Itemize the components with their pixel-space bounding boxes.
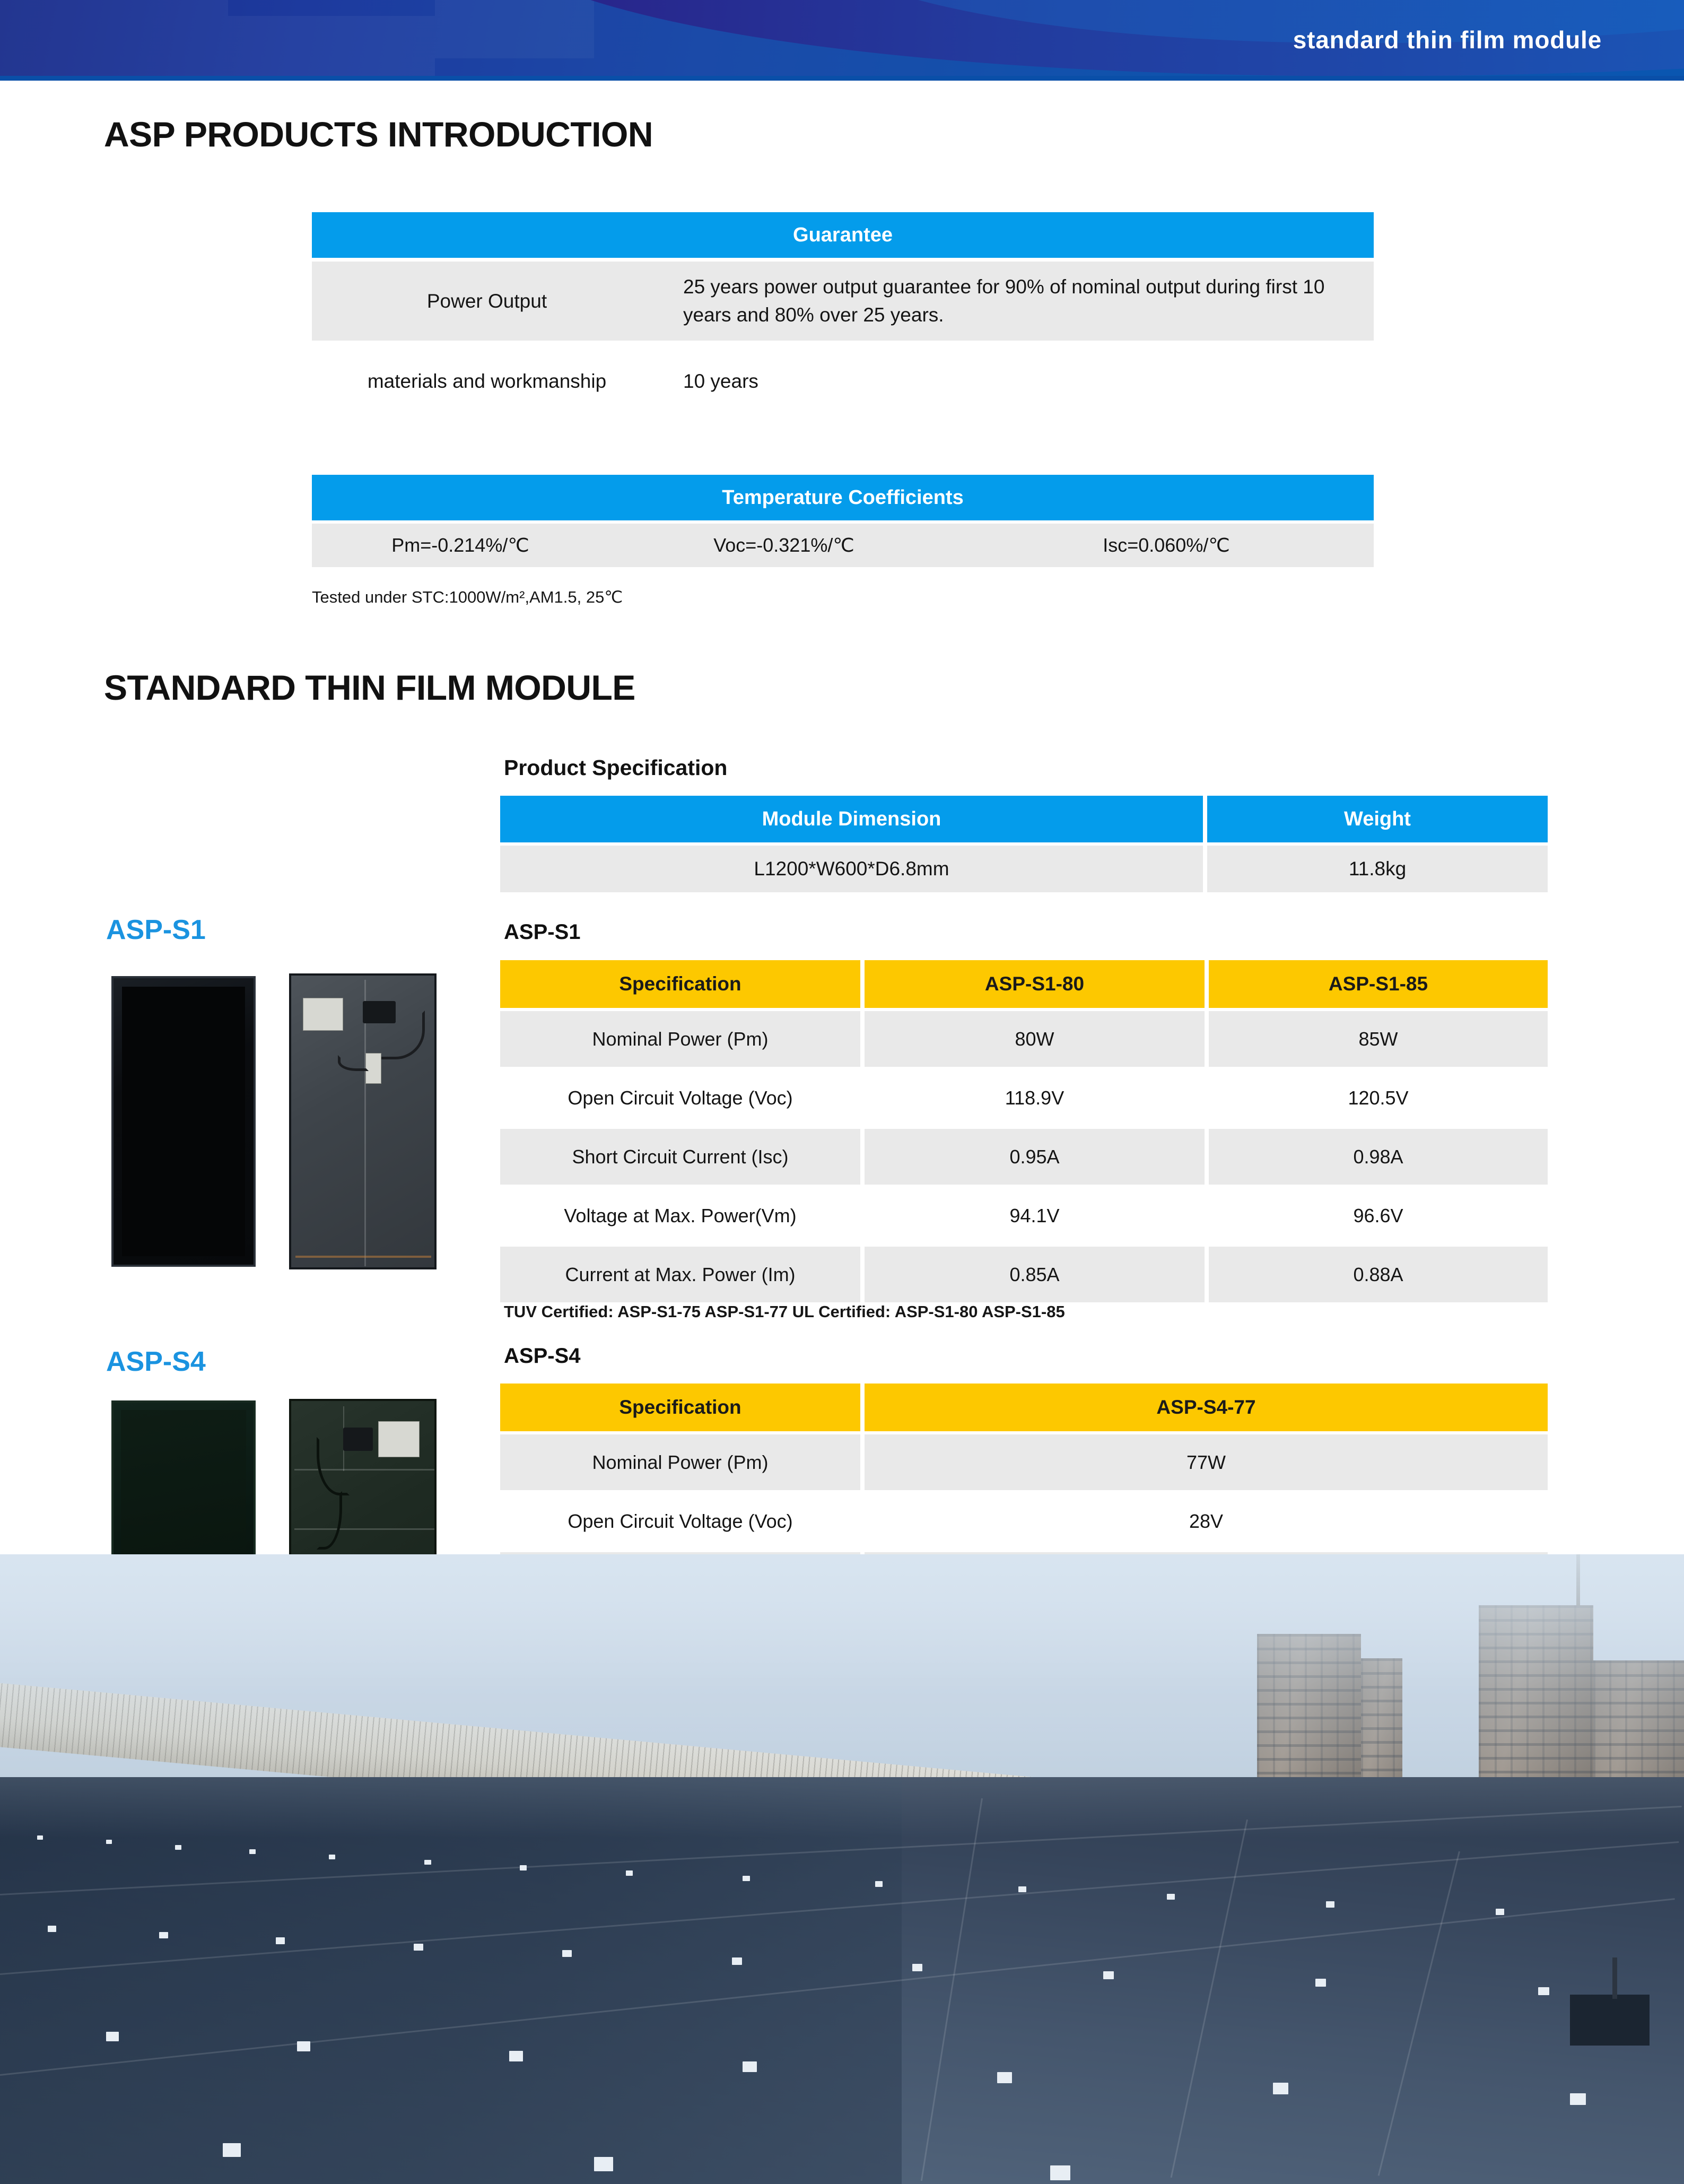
column-gap (860, 1384, 865, 1431)
s1-spec-current-at-max-power: Current at Max. Power (Im) (500, 1247, 860, 1302)
column-gap (860, 1434, 865, 1490)
column-gap (1203, 846, 1207, 892)
s1-header-row (500, 960, 1548, 1008)
s4-spec-nominal-power: Nominal Power (Pm) (500, 1434, 860, 1490)
prodspec-header-row (500, 796, 1548, 842)
column-gap (1205, 1070, 1209, 1126)
panel-cable-2 (317, 1491, 342, 1550)
temp-coeff-pm: Pm=-0.214%/℃ (312, 524, 609, 567)
column-gap (1205, 1188, 1209, 1243)
s1-80-nominal-power: 80W (865, 1011, 1205, 1067)
banner-bottom-rule (0, 76, 1684, 81)
s4-77-open-circuit-voltage: 28V (865, 1493, 1548, 1549)
table-row (500, 1070, 1548, 1126)
page-title-intro: ASP PRODUCTS INTRODUCTION (104, 115, 653, 154)
s1-spec-nominal-power: Nominal Power (Pm) (500, 1011, 860, 1067)
temperature-header-cell: Temperature Coefficients (312, 475, 1374, 520)
prodspec-value-weight: 11.8kg (1207, 846, 1548, 892)
banner-block-1 (0, 0, 228, 81)
s4-header-row (500, 1384, 1548, 1431)
s4-77-nominal-power: 77W (865, 1434, 1548, 1490)
s1-80-current-at-max-power: 0.85A (865, 1247, 1205, 1302)
guarantee-label-materials: materials and workmanship (312, 344, 662, 419)
column-gap (860, 1247, 865, 1302)
s1-85-short-circuit-current: 0.98A (1209, 1129, 1548, 1185)
temperature-coefficients-table (312, 475, 1374, 567)
prodspec-header-weight: Weight (1207, 796, 1548, 842)
table-row (500, 1011, 1548, 1067)
s1-80-open-circuit-voltage: 118.9V (865, 1070, 1205, 1126)
table-row (500, 846, 1548, 892)
banner-title: standard thin film module (1293, 26, 1602, 54)
s1-85-nominal-power: 85W (1209, 1011, 1548, 1067)
table-row (500, 1434, 1548, 1490)
prodspec-header-module-dimension: Module Dimension (500, 796, 1203, 842)
panel-spec-label (303, 998, 343, 1031)
product-specification-table (500, 796, 1548, 892)
product-photo-asp-s1-back (289, 973, 437, 1269)
column-gap (1205, 960, 1209, 1008)
banner-block-3 (435, 0, 594, 58)
s1-85-open-circuit-voltage: 120.5V (1209, 1070, 1548, 1126)
table-heading-asp-s4: ASP-S4 (504, 1344, 581, 1368)
guarantee-value-materials: 10 years (662, 344, 1374, 419)
s1-spec-open-circuit-voltage: Open Circuit Voltage (Voc) (500, 1070, 860, 1126)
s4-header-asp-s4-77: ASP-S4-77 (865, 1384, 1548, 1431)
table-row (500, 1493, 1548, 1549)
column-gap (860, 1070, 865, 1126)
temp-coeff-isc: Isc=0.060%/℃ (959, 524, 1374, 567)
s1-80-short-circuit-current: 0.95A (865, 1129, 1205, 1185)
s1-header-asp-s1-85: ASP-S1-85 (1209, 960, 1548, 1008)
banner-block-2 (228, 16, 435, 81)
rooftop-solar-farm-photo (0, 1554, 1684, 2184)
row-separator (312, 341, 1374, 344)
s1-spec-voltage-at-max-power: Voltage at Max. Power(Vm) (500, 1188, 860, 1243)
guarantee-header-row (312, 212, 1374, 258)
panel-spec-label (378, 1421, 420, 1457)
panel-seam-horizontal-1 (294, 1469, 434, 1470)
panel-cable (376, 1011, 425, 1059)
certification-note: TUV Certified: ASP-S1-75 ASP-S1-77 UL Certified: ASP-S1-80 ASP-S1-85 (504, 1302, 1065, 1321)
table-row (500, 1129, 1548, 1185)
guarantee-value-power-output: 25 years power output guarantee for 90% of nominal output during first 10 years and 80% over 25 years. (662, 262, 1374, 341)
column-gap (860, 1129, 865, 1185)
panel-cable (317, 1437, 350, 1495)
table-row (500, 1247, 1548, 1302)
page-title-module: STANDARD THIN FILM MODULE (104, 668, 635, 707)
column-gap (860, 1188, 865, 1243)
temp-coeff-voc: Voc=-0.321%/℃ (609, 524, 959, 567)
guarantee-table (312, 212, 1374, 419)
s1-80-voltage-at-max-power: 94.1V (865, 1188, 1205, 1243)
row-separator (312, 258, 1374, 262)
model-callout-asp-s1: ASP-S1 (106, 915, 206, 945)
product-specification-label: Product Specification (504, 755, 728, 780)
product-photo-asp-s1-front (111, 976, 256, 1267)
column-gap (860, 1493, 865, 1549)
s1-header-asp-s1-80: ASP-S1-80 (865, 960, 1205, 1008)
s4-header-specification: Specification (500, 1384, 860, 1431)
table-row (312, 344, 1374, 419)
asp-s1-spec-table (500, 960, 1548, 1302)
column-gap (1205, 1011, 1209, 1067)
model-callout-asp-s4: ASP-S4 (106, 1346, 206, 1377)
column-gap (860, 960, 865, 1008)
table-heading-asp-s1: ASP-S1 (504, 920, 581, 944)
table-row (312, 262, 1374, 341)
s1-spec-short-circuit-current: Short Circuit Current (Isc) (500, 1129, 860, 1185)
column-gap (1205, 1129, 1209, 1185)
column-gap (1203, 796, 1207, 842)
s1-85-voltage-at-max-power: 96.6V (1209, 1188, 1548, 1243)
guarantee-label-power-output: Power Output (312, 262, 662, 341)
table-row (312, 524, 1374, 567)
photo-haze-overlay (0, 1554, 1684, 2184)
panel-cable-2 (338, 1055, 369, 1071)
s4-spec-open-circuit-voltage: Open Circuit Voltage (Voc) (500, 1493, 860, 1549)
panel-bottom-edge (295, 1256, 431, 1258)
column-gap (1205, 1247, 1209, 1302)
s1-header-specification: Specification (500, 960, 860, 1008)
s1-85-current-at-max-power: 0.88A (1209, 1247, 1548, 1302)
prodspec-value-module-dimension: L1200*W600*D6.8mm (500, 846, 1203, 892)
header-banner (0, 0, 1684, 81)
guarantee-header-cell: Guarantee (312, 212, 1374, 258)
stc-note-top: Tested under STC:1000W/m²,AM1.5, 25℃ (312, 588, 623, 606)
temp-header-row (312, 475, 1374, 520)
table-row (500, 1188, 1548, 1243)
column-gap (860, 1011, 865, 1067)
panel-seam-horizontal-2 (294, 1528, 434, 1530)
